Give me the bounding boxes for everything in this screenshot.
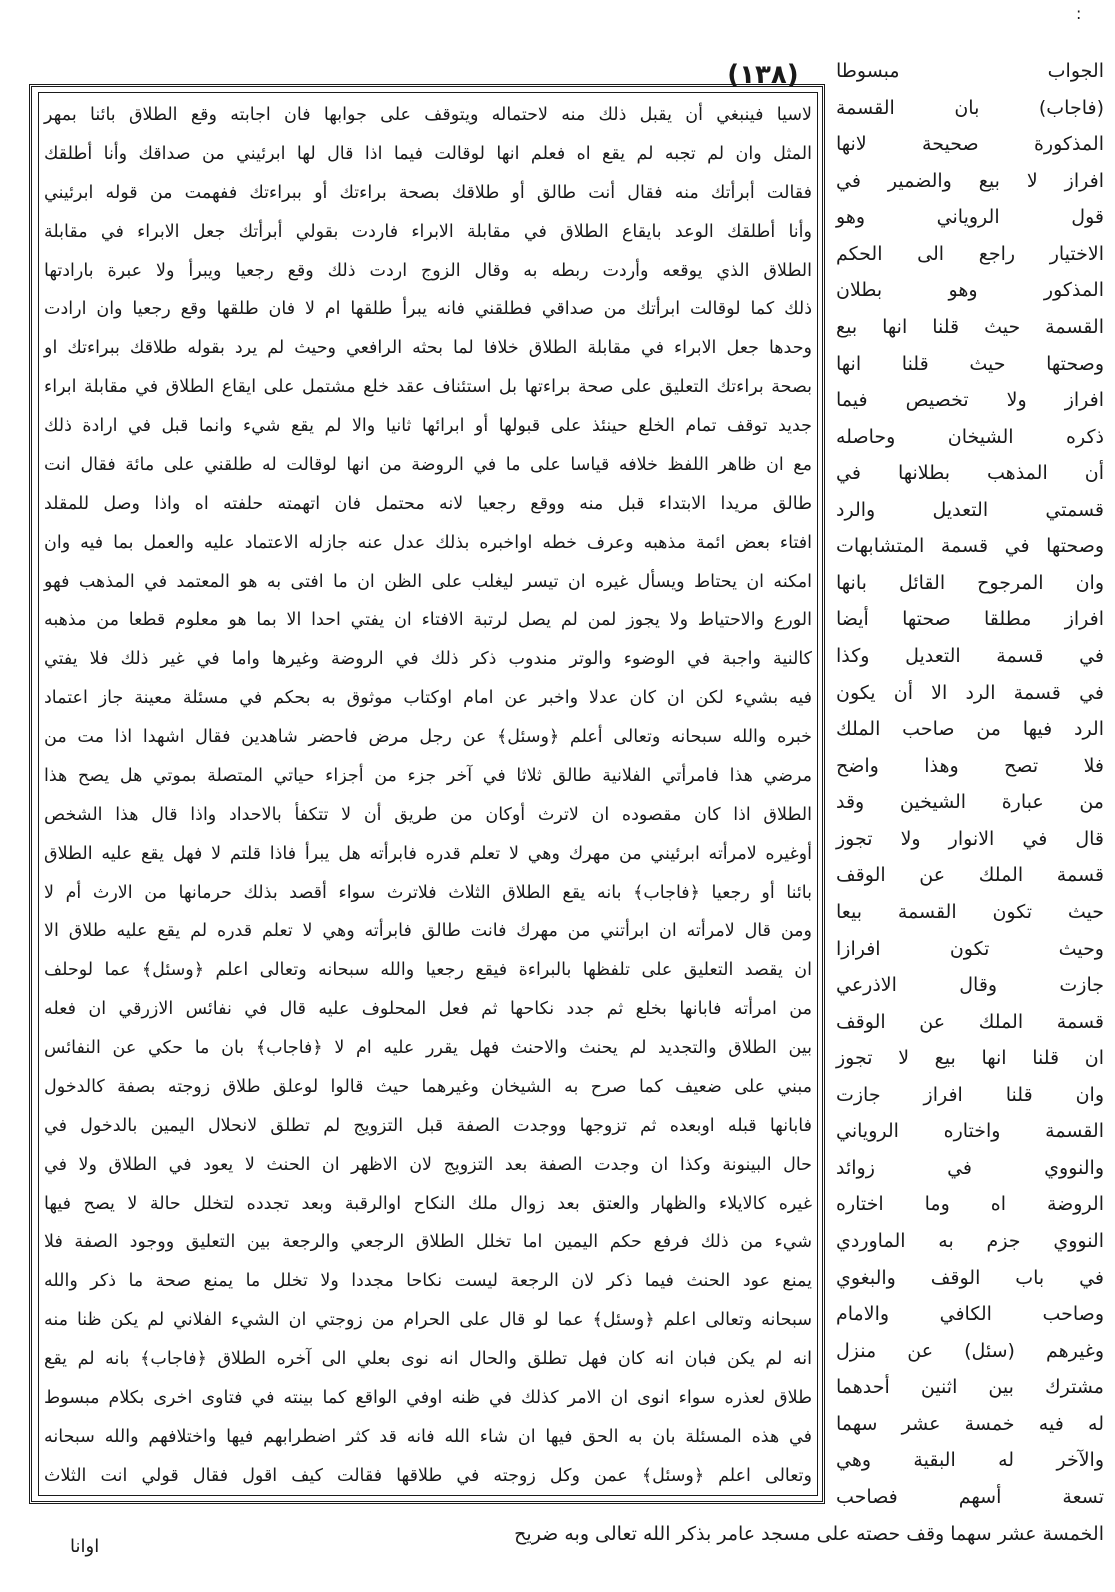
text-line: من امرأته فابانها بخلع ثم جدد نكاحها ثم فعل المحلوف عليه قال في نفائس الازرقي ان فعله	[44, 999, 812, 1020]
text-line: حال البينونة وكذا ان وجدت الصفة بعد التزويج لان الاظهر ان الحنث لا يعود في الطلاق ولا في	[44, 1154, 812, 1175]
margin-line: قسمتي التعديل والرد	[836, 498, 1104, 521]
margin-line: وغيرهم (سئل) عن منزل	[836, 1339, 1104, 1362]
corner-mark: :	[1076, 4, 1082, 23]
margin-line: أن المذهب بطلانها في	[836, 462, 1104, 485]
margin-line: له فيه خمسة عشر سهما	[836, 1412, 1104, 1435]
margin-line: وحيث تكون افرازا	[836, 937, 1104, 960]
margin-line: في باب الوقف والبغوي	[836, 1266, 1104, 1289]
text-line: يمنع عود الحنث فيما ذكر لان الرجعة ليست نكاحا مجددا ولا تخلل ما يمنع صحة ما ذكر والله	[44, 1271, 812, 1292]
text-line: طالق مريدا الابتداء قبل منه ووقع رجعيا لانه محتمل فان اتهمته حلفته اه واذا وصل للمقلد	[44, 493, 812, 514]
text-line: جديد توقف تمام الخلع حينئذ على قبولها أو ابرائها ثانيا والا لم يقع شيء وانما قبل في ارادة ذلك	[44, 416, 812, 436]
page-number: (١٣٨)	[727, 60, 799, 90]
margin-line: وصحتها في قسمة المتشابهات	[836, 535, 1104, 558]
margin-line: قول الروياني وهو	[836, 206, 1104, 229]
margin-line: (فاجاب) بان القسمة	[836, 96, 1104, 119]
text-line: خبره والله سبحانه وتعالى أعلم ﴿وسئل﴾ عن رجل مرض فاحضر شاهدين فقال اشهدا اذا مت من	[44, 727, 812, 747]
text-line: ذلك كما لوقالت ابرأتك من صداقي فطلقني فانه يبرأ طلقها ام لا فان طلقها وقع رجعيا وان ارادت	[44, 299, 812, 320]
margin-line: النووي جزم به الماوردي	[836, 1230, 1104, 1252]
margin-line: الخمسة عشر سهما وقف حصته على مسجد عامر بذكر الله تعالى وبه ضريح	[514, 1522, 1104, 1545]
text-line: ومن قال لامرأته ان ابرأتني من مهرك فانت طالق فابرأته وهي لا تعلم قدره لم يقع عليه طلاق الا	[44, 921, 812, 942]
text-line: لاسيا فينبغي أن يقبل ذلك منه لاحتماله ويتوقف على جوابها فان اجابته وقع الطلاق بائنا بمهر	[44, 105, 812, 125]
catchword: اوانا	[70, 1536, 100, 1557]
margin-line: القسمة واختاره الروياني	[836, 1120, 1104, 1143]
margin-line: الجواب مبسوطا	[836, 60, 1104, 82]
text-line: الورع والاحتياط ولا يجوز لمن لم يصل لرتبة الافتاء ان يفتي احدا الا بما هو معلوم قطعا من مذهبه	[44, 610, 812, 631]
text-line: مع ان ظاهر اللفظ خلافه قياسا على ما في الروضة من انها لوقالت له طلقني على مائة فقال انت	[44, 454, 812, 475]
text-line: وأنا أطلقك الوعد بايقاع الطلاق في مقابلة الابراء فاردت بقولي أبرأتك جعل الابراء في مقابلة	[44, 221, 812, 242]
text-line: ان يقصد التعليق على تلفظها بالبراءة فيقع رجعيا والله سبحانه وتعالى اعلم ﴿وسئل﴾ عما لوحلف	[44, 960, 812, 981]
text-line: بائنا أو رجعيا ﴿فاجاب﴾ بانه يقع الطلاق الثلاث فلاترث سواء أقصد بذلك حرمانها من الارث أم لا	[44, 882, 812, 903]
margin-line: افراز لا بيع والضمير في	[836, 169, 1104, 192]
margin-line: وصاحب الكافي والامام	[836, 1303, 1104, 1326]
margin-line: حيث تكون القسمة بيعا	[836, 900, 1104, 923]
margin-line: افراز مطلقا صحتها أيضا	[836, 608, 1104, 631]
margin-line: القسمة حيث قلنا انها بيع	[836, 315, 1104, 338]
text-line: سبحانه وتعالى اعلم ﴿وسئل﴾ عما لو قال على الحرام من زوجتي ان الشيء الفلاني لم يكن ظنا منه	[44, 1310, 812, 1331]
text-line: فقالت أبرأتك منه فقال أنت طالق أو طلاقك بصحة براءتك أو ببراءتك ففهمت من قوله ابرئيني	[44, 182, 812, 203]
margin-line: الاختيار راجع الى الحكم	[836, 242, 1104, 265]
text-line: امكنه ان يحتاط ويسأل غيره ان تيسر ليغلب على الظن ان ما افتى به هو المعتمد في المذهب فهو	[44, 571, 812, 592]
margin-line: قسمة الملك عن الوقف	[836, 864, 1104, 887]
margin-line: قال في الانوار ولا تجوز	[836, 827, 1104, 850]
text-line: افتاء بعض ائمة مذهبه وعرف خطه اواخبره بذلك عدل عنه جازله الاعتماد عليه والعمل بما فيه وان	[44, 532, 812, 553]
text-line: كالنية واجبة في الوضوء والوتر مندوب ذكر ذلك في الروضة وغيرها واما في غير ذلك فلا يفتي	[44, 649, 812, 670]
text-line: فيه بشيء لكن ان كان عدلا واخبر عن امام اوكتاب موثوق به بحكم في مسئلة معينة جاز اعتماد	[44, 688, 812, 709]
margin-line: جازت وقال الاذرعي	[836, 974, 1104, 997]
margin-line: المذكورة صحيحة لانها	[836, 133, 1104, 156]
text-line: انه لم يكن فبان انه كان فهل تطلق والحال انه نوى بعلي الى آخره الطلاق ﴿فاجاب﴾ بانه لم يقع	[44, 1349, 812, 1369]
text-line: فابانها قبله اوبعده ثم تزوجها ووجدت الصفة قبل التزويج لم تطلق لانحلال اليمين بالدخول في	[44, 1115, 812, 1136]
margin-line: ذكره الشيخان وحاصله	[836, 425, 1104, 448]
text-line: وحدها جعل الابراء في مقابلة الطلاق خلافا لما بحثه الرافعي وحيث لم يرد بقوله طلاقك ببراءتك او	[44, 338, 812, 359]
main-text-block	[44, 100, 812, 1492]
margin-line: فلا تصح وهذا واضح	[836, 754, 1104, 777]
margin-line: ان قلنا انها بيع لا تجوز	[836, 1047, 1104, 1070]
margin-line: وصحتها حيث قلنا انها	[836, 352, 1104, 375]
text-line: بصحة براءتك التعليق على صحة براءتها بل استئناف عقد خلع مشتمل على ايقاع الطلاق في مقابلة ابراء	[44, 377, 812, 398]
text-line: أوغيره لامرأته ابرئيني من مهرك وهي لا تعلم قدره فابرأته هل يبرأ فاذا قلتم لا فهل يقع عليه الطلاق	[44, 843, 812, 864]
margin-line: افراز ولا تخصيص فيما	[836, 389, 1104, 412]
margin-line: في قسمة التعديل وكذا	[836, 645, 1104, 667]
text-line: في هذه المسئلة بان به الحق فيها ان شاء الله فانه قد كثر اضطرابهم فيها واختلافهم والله سبحانه	[44, 1426, 812, 1447]
margin-line: من عبارة الشيخين وقد	[836, 791, 1104, 814]
text-line: غيره كالايلاء والظهار والعتق بعد زوال ملك النكاح اوالرقبة وبعد تجدده لتخلل حالة لا يصح فيها	[44, 1193, 812, 1214]
text-line: طلاق لعذره سواء انوى ان الامر كذلك في ظنه اوفي الواقع كما بينته في فتاوى اخرى بكلام مبسوط	[44, 1387, 812, 1408]
text-line: الطلاق الذي يوقعه وأردت ربطه به وقال الزوج اردت ذلك وقع رجعيا ويبرأ ولا عبرة بارادتها	[44, 260, 812, 281]
text-line: مرضي هذا فامرأتي الفلانية طالق ثلاثا في آخر جزء من أجزاء حياتي المتصلة بموتي هل يصح هذا	[44, 765, 812, 786]
margin-line: تسعة أسهم فصاحب	[836, 1485, 1104, 1508]
margin-line: قسمة الملك عن الوقف	[836, 1010, 1104, 1033]
margin-line: المذكور وهو بطلان	[836, 279, 1104, 302]
text-line: وتعالى اعلم ﴿وسئل﴾ عمن وكل زوجته في طلاقها فقالت كيف اقول فقال قولي انت الثلاث	[44, 1465, 812, 1486]
margin-line: والنووي في زوائد	[836, 1156, 1104, 1179]
text-line: المثل وان لم تجبه لم يقع اه فعلم انها لوقالت فيما اذا قال لها ابرئيني من صداقك وأنا أطلقك	[44, 143, 812, 164]
text-line: شيء من ذلك فرفع حكم اليمين اما تخلل الطلاق الرجعي والرجعة بين التعليق ووجود الصفة فلا	[44, 1232, 812, 1253]
text-line: الطلاق اذا كان مقصوده ان لاترث أوكان من طريق أن لا تتكفأ بالاحداد واذا قال هذا الشخص	[44, 804, 812, 825]
text-line: بين الطلاق والتجديد لم يحنث والاحنث فهل يقرر عليه ام لا ﴿فاجاب﴾ بان ما حكي عن النفائس	[44, 1038, 812, 1058]
margin-line: الروضة اه وما اختاره	[836, 1193, 1104, 1216]
margin-line: والآخر له البقية وهي	[836, 1449, 1104, 1472]
margin-line: في قسمة الرد الا أن يكون	[836, 681, 1104, 704]
margin-line: مشترك بين اثنين أحدهما	[836, 1376, 1104, 1399]
text-line: مبني على ضعيف كما صرح به الشيخان وغيرهما حيث قالوا لوعلق طلاق زوجته بصفة كالدخول	[44, 1076, 812, 1097]
margin-line: الرد فيها من صاحب الملك	[836, 718, 1104, 741]
margin-line: وان قلنا افراز جازت	[836, 1083, 1104, 1106]
margin-line: وان المرجوح القائل بانها	[836, 571, 1104, 594]
